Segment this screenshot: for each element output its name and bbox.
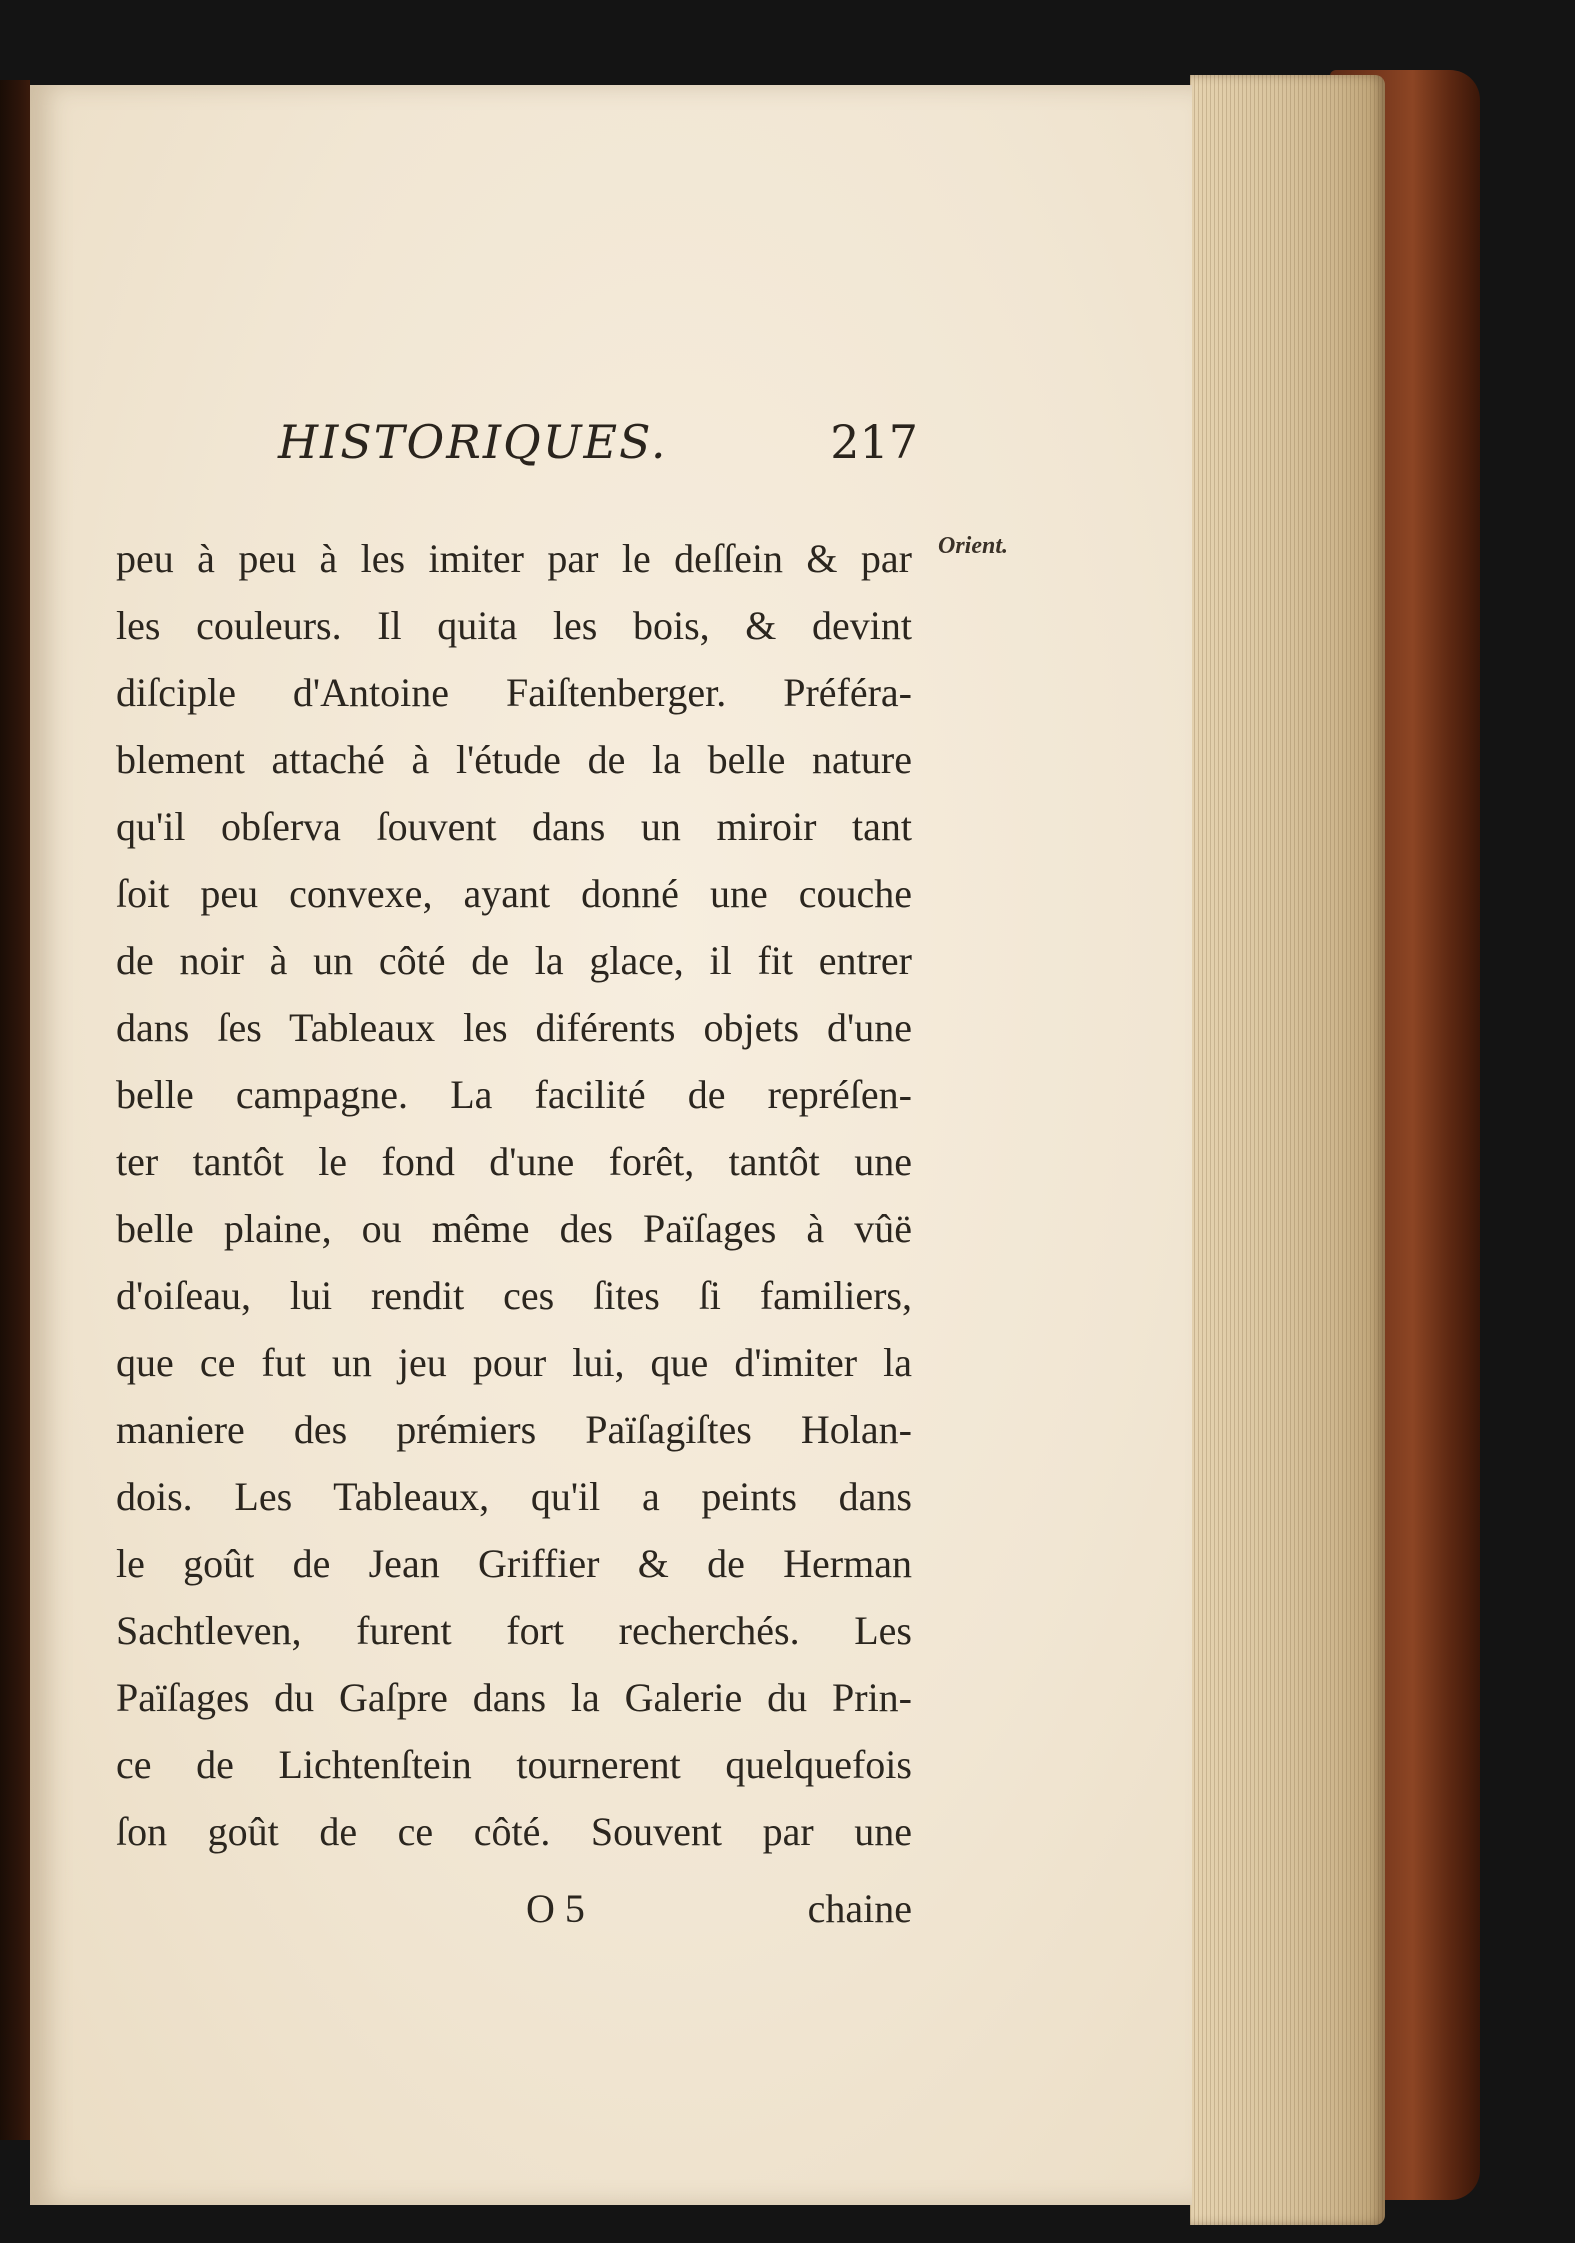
text-line: que ce fut un jeu pour lui, que d'imiter la	[116, 1340, 912, 1385]
text-line: ſon goût de ce côté. Souvent par une	[116, 1809, 912, 1854]
text-line: peu à peu à les imiter par le deſſein & par	[116, 536, 912, 581]
page-footer	[116, 1885, 912, 1945]
page-number: 217	[830, 415, 918, 469]
text-line: Sachtleven, furent fort recherchés. Les	[116, 1608, 912, 1653]
text-line: d'oiſeau, lui rendit ces ſites ſi familiers,	[116, 1273, 912, 1318]
page-header	[278, 415, 918, 485]
text-line: ce de Lichtenſtein tournerent quelquefois	[116, 1742, 912, 1787]
text-line: diſciple d'Antoine Faiſtenberger. Préféra-	[116, 670, 912, 715]
book-page	[30, 85, 1192, 2205]
text-line: ſoit peu convexe, ayant donné une couche	[116, 871, 912, 916]
text-line: maniere des prémiers Païſagiſtes Holan-	[116, 1407, 912, 1452]
text-line: belle campagne. La facilité de repréſen-	[116, 1072, 912, 1117]
text-line: dans ſes Tableaux les diférents objets d'une	[116, 1005, 912, 1050]
left-cover-edge	[0, 80, 30, 2140]
text-line: dois. Les Tableaux, qu'il a peints dans	[116, 1474, 912, 1519]
text-line: ter tantôt le fond d'une forêt, tantôt une	[116, 1139, 912, 1184]
page-edges	[1190, 75, 1385, 2225]
text-line: qu'il obſerva ſouvent dans un miroir tant	[116, 804, 912, 849]
text-line: blement attaché à l'étude de la belle nature	[116, 737, 912, 782]
margin-note: Orient.	[938, 533, 1009, 559]
signature-mark: O 5	[526, 1886, 585, 1931]
running-head: HISTORIQUES.	[278, 415, 668, 469]
text-line: belle plaine, ou même des Païſages à vûë	[116, 1206, 912, 1251]
text-line: de noir à un côté de la glace, il fit entrer	[116, 938, 912, 983]
catchword: chaine	[807, 1886, 912, 1931]
text-line: les couleurs. Il quita les bois, & devint	[116, 603, 912, 648]
body-text	[116, 525, 912, 1865]
text-line: Païſages du Gaſpre dans la Galerie du Prin-	[116, 1675, 912, 1720]
text-line: le goût de Jean Griffier & de Herman	[116, 1541, 912, 1586]
